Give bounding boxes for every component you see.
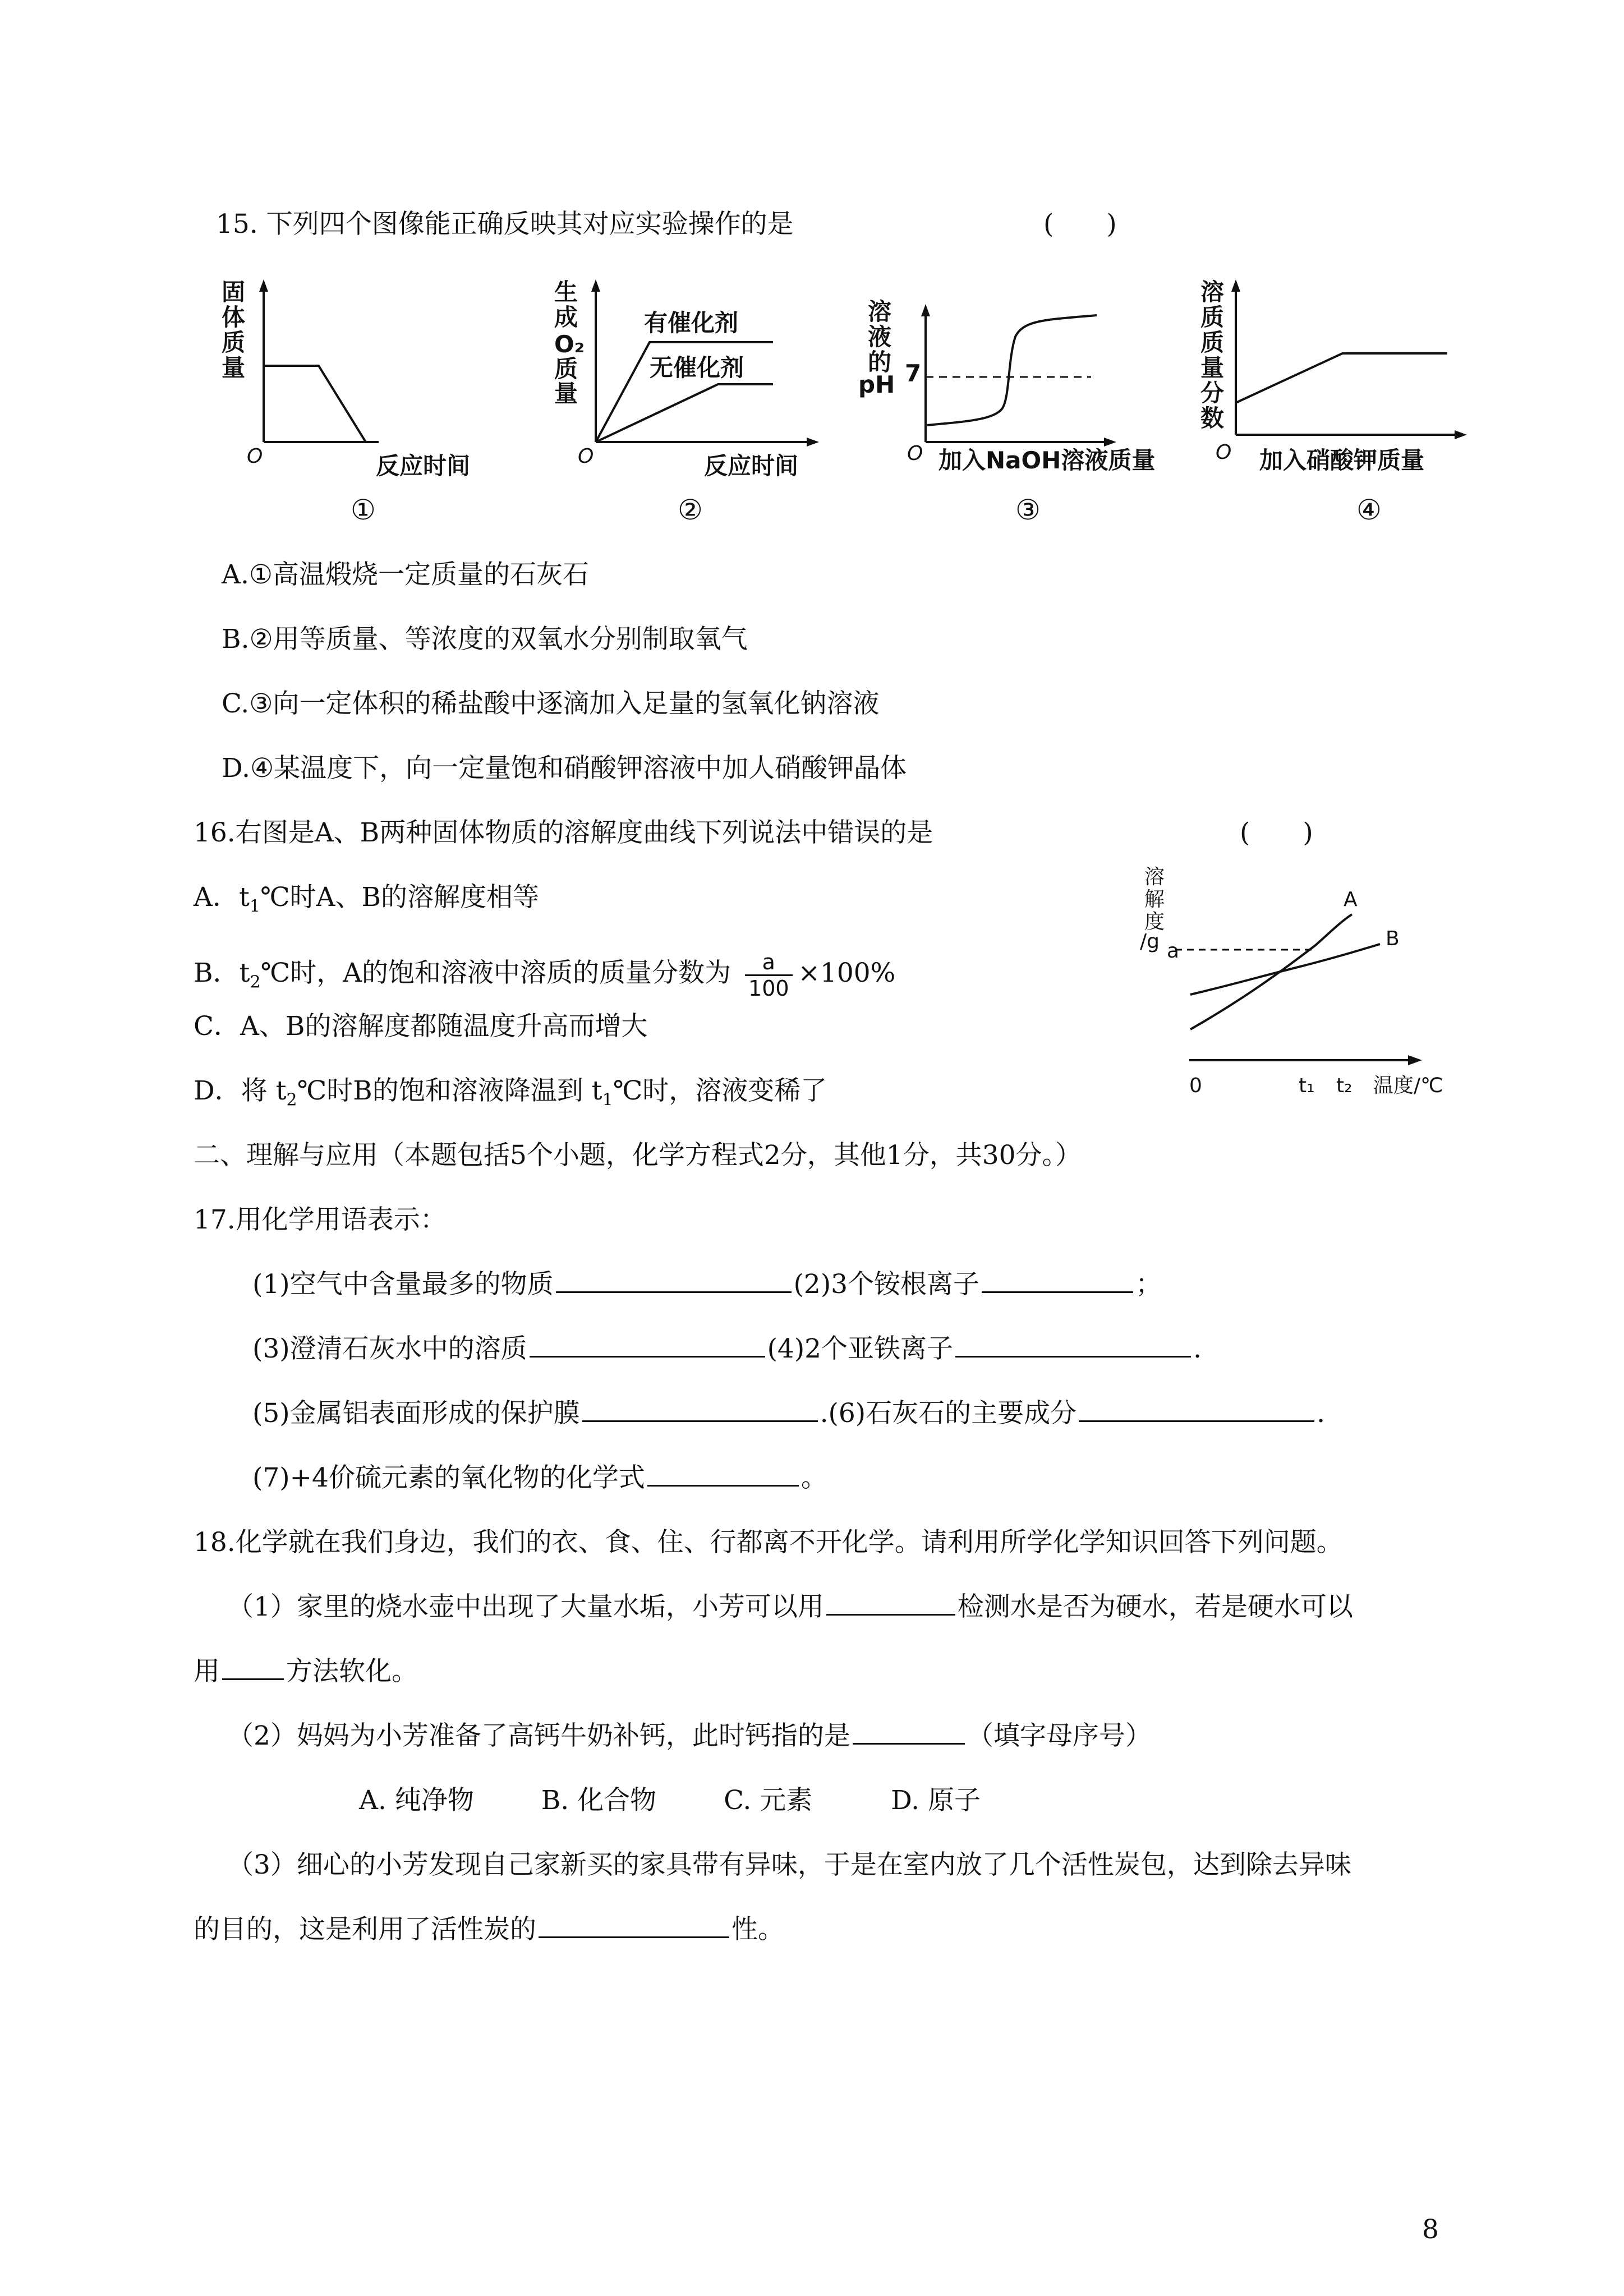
q17-line-4-end: 。 — [801, 1462, 827, 1493]
solubility-label-a: A — [1344, 888, 1358, 911]
graph-4-ylabel — [1200, 278, 1224, 432]
q18-part-3-c: 性。 — [732, 1914, 784, 1945]
q17-line-1 — [252, 1268, 1162, 1301]
solubility-curve-a — [1190, 914, 1352, 1029]
graph-4-xlabel: 加入硝酸钾质量 — [1259, 447, 1425, 474]
q18-blank-1[interactable] — [826, 1591, 955, 1616]
q17-item-6: .(6)石灰石的主要成分 — [820, 1398, 1077, 1429]
q15-option-d: D.④某温度下，向一定量饱和硝酸钾溶液中加人硝酸钾晶体 — [222, 753, 907, 784]
graph-3-ylabel-char: 液 — [868, 323, 892, 351]
graph-4-ylabel-char: 质 — [1200, 329, 1225, 356]
solubility-label-b: B — [1386, 927, 1400, 950]
graph-4-number: ④ — [1356, 494, 1382, 526]
q17-blank-2[interactable] — [982, 1269, 1133, 1293]
q17-line-4 — [252, 1461, 827, 1495]
graph-3-number: ③ — [1015, 494, 1041, 526]
graph-1-ylabel-char: 固 — [222, 278, 246, 306]
q18-part-1 — [227, 1590, 1353, 1624]
page-number: 8 — [1422, 2214, 1439, 2245]
graph-3-x-arrow — [1104, 438, 1116, 447]
q18-blank-4[interactable] — [539, 1914, 729, 1938]
q17-blank-7[interactable] — [647, 1462, 799, 1487]
solubility-ylabel-char: 解 — [1144, 888, 1165, 911]
graph-2-x-arrow — [807, 438, 819, 447]
q15-answer-paren: ( ) — [1043, 209, 1117, 240]
graph-2-origin: O — [578, 445, 594, 468]
graph-4-curve — [1236, 353, 1447, 403]
q16-option-a-post: ℃时A、B的溶解度相等 — [260, 882, 539, 913]
graph-1-origin: O — [247, 445, 263, 468]
q15-stem — [216, 208, 794, 241]
q16-option-b — [194, 945, 895, 1001]
graph-3 — [855, 275, 1186, 488]
graph-2-ylabel-char: O₂ — [554, 330, 585, 358]
q17-item-3: (3)澄清石灰水中的溶质 — [252, 1333, 527, 1364]
q17-line-3-end: . — [1317, 1398, 1326, 1429]
q16-option-d-pre: D．将 t — [194, 1075, 287, 1106]
q18-stem: 18.化学就在我们身边，我们的衣、食、住、行都离不开化学。请利用所学化学知识回答下列问题。 — [194, 1527, 1343, 1558]
q16-option-b-mid: ℃时，A的饱和溶液中溶质的质量分数为 — [260, 958, 732, 988]
q16-option-d-post: ℃时，溶液变稀了 — [613, 1075, 827, 1106]
graph-1-y-arrow — [259, 279, 268, 292]
q17-stem: 17.用化学用语表示： — [194, 1204, 447, 1235]
graph-2-number: ② — [678, 494, 703, 526]
q17-blank-4[interactable] — [955, 1333, 1191, 1358]
graph-3-ylabel-char: 的 — [868, 348, 892, 376]
q16-option-c: C．A、B的溶解度都随温度升高而增大 — [194, 1011, 648, 1042]
q16-option-d-sub2: 1 — [602, 1090, 613, 1110]
graph-1-xlabel: 反应时间 — [376, 452, 471, 480]
graph-4-ylabel-char: 质 — [1200, 303, 1225, 331]
solubility-curve-b — [1190, 944, 1380, 995]
graph-4-x-arrow — [1455, 430, 1467, 439]
graph-4-ylabel-char: 数 — [1200, 404, 1225, 432]
q18-choices — [359, 1784, 981, 1818]
q17-line-3 — [252, 1397, 1325, 1430]
q18-part-1-cont — [194, 1655, 418, 1688]
q15-option-c: C.③向一定体积的稀盐酸中逐滴加入足量的氢氧化钠溶液 — [222, 688, 880, 719]
graph-1-number: ① — [351, 494, 376, 526]
q18-choice-b: B. 化合物 — [541, 1785, 657, 1816]
q17-blank-1[interactable] — [556, 1269, 792, 1293]
q18-blank-3[interactable] — [853, 1720, 965, 1745]
graph-2 — [550, 275, 841, 488]
q18-part-3-cont — [194, 1913, 784, 1947]
q18-part-1-c: 用 — [194, 1656, 220, 1687]
q17-line-1-end: ； — [1135, 1269, 1162, 1300]
q16-option-a — [194, 881, 539, 923]
graph-2-ylabel-char: 生 — [554, 278, 578, 306]
q16-option-d — [194, 1074, 827, 1117]
solubility-ytick-a: a — [1167, 940, 1180, 963]
graph-2-series-no-catalyst: 无催化剂 — [650, 354, 744, 381]
solubility-ylabel-char: 溶 — [1144, 866, 1165, 889]
graph-2-ylabel-char: 量 — [554, 380, 578, 407]
graph-2-y-arrow — [591, 279, 600, 292]
q16-option-d-mid: ℃时B的饱和溶液降温到 t — [297, 1075, 602, 1106]
graph-2-xlabel: 反应时间 — [704, 452, 799, 480]
graph-3-ylabel-char: pH — [858, 371, 895, 398]
q18-part-1-b: 检测水是否为硬水，若是硬水可以 — [957, 1591, 1353, 1622]
solubility-t1: t₁ — [1299, 1074, 1315, 1097]
q16-stem: 16.右图是A、B两种固体物质的溶解度曲线下列说法中错误的是 — [194, 817, 933, 848]
q17-blank-5[interactable] — [582, 1398, 818, 1422]
graph-1-ylabel-char: 量 — [222, 354, 246, 381]
q16-fraction-den: 100 — [748, 976, 789, 1001]
q18-blank-2[interactable] — [222, 1656, 284, 1680]
graph-3-ylabel-char: 溶 — [868, 298, 892, 325]
solubility-ylabel-char: 度 — [1144, 910, 1165, 933]
graph-3-ytick-7: 7 — [905, 360, 922, 387]
q17-item-7: (7)+4价硫元素的氧化物的化学式 — [252, 1462, 645, 1493]
graph-4-ylabel-char: 量 — [1200, 354, 1225, 381]
graph-4-ylabel-char: 溶 — [1200, 278, 1225, 306]
solubility-xlabel: 温度/℃ — [1373, 1074, 1443, 1097]
q18-part-2-a: （2）妈妈为小芳准备了高钙牛奶补钙，此时钙指的是 — [227, 1720, 850, 1751]
q16-option-b-post: ×100% — [798, 958, 896, 988]
q18-part-2 — [227, 1719, 1152, 1753]
graph-3-curve — [927, 315, 1097, 425]
graph-4-origin: O — [1216, 441, 1232, 464]
graph-4 — [1198, 275, 1501, 488]
graph-3-ylabel — [858, 298, 895, 398]
graph-1-ylabel — [222, 278, 245, 381]
graph-3-xlabel: 加入NaOH溶液质量 — [938, 447, 1156, 474]
q16-option-b-sub: 2 — [250, 972, 261, 992]
solubility-graph — [1128, 861, 1492, 1102]
solubility-x-arrow — [1408, 1055, 1422, 1065]
solubility-origin: 0 — [1189, 1074, 1202, 1097]
graph-4-y-arrow — [1231, 279, 1240, 292]
q16-fraction — [745, 950, 793, 1001]
q18-choice-c: C. 元素 — [724, 1785, 813, 1816]
q17-item-5: (5)金属铝表面形成的保护膜 — [252, 1398, 580, 1429]
q16-option-b-pre: B．t — [194, 958, 250, 988]
graph-1-ylabel-char: 体 — [222, 303, 246, 331]
graph-3-y-arrow — [921, 304, 930, 316]
q18-part-2-b: （填字母序号） — [967, 1720, 1152, 1751]
graph-2-series-catalyst: 有催化剂 — [644, 309, 739, 337]
graph-1 — [213, 275, 516, 488]
q16-option-a-sub: 1 — [249, 896, 260, 917]
graph-1-curve — [264, 366, 366, 442]
q16-option-d-sub1: 2 — [286, 1090, 297, 1110]
solubility-ylabel — [1140, 866, 1165, 953]
section-2-heading: 二、理解与应用（本题包括5个小题，化学方程式2分，其他1分，共30分。） — [194, 1140, 1082, 1171]
q17-line-2 — [252, 1332, 1202, 1366]
solubility-t2: t₂ — [1336, 1074, 1352, 1097]
q15-option-b: B.②用等质量、等浓度的双氧水分别制取氧气 — [222, 624, 748, 655]
q17-item-1: (1)空气中含量最多的物质 — [252, 1269, 554, 1300]
q18-choice-d: D. 原子 — [891, 1785, 981, 1816]
q18-choice-a: A. 纯净物 — [359, 1785, 474, 1816]
graph-2-ylabel-char: 质 — [554, 355, 578, 383]
graph-1-ylabel-char: 质 — [222, 329, 246, 356]
q15-option-a: A.①高温煅烧一定质量的石灰石 — [222, 559, 590, 590]
q17-blank-3[interactable] — [530, 1333, 765, 1358]
q18-part-3: （3）细心的小芳发现自己家新买的家具带有异味，于是在室内放了几个活性炭包，达到除去异味 — [227, 1849, 1351, 1880]
q18-part-1-a: （1）家里的烧水壶中出现了大量水垢，小芳可以用 — [227, 1591, 824, 1622]
q15-stem-text: 15. 下列四个图像能正确反映其对应实验操作的是 — [216, 209, 794, 240]
graph-3-origin: O — [907, 442, 923, 465]
q16-fraction-num: a — [745, 950, 793, 976]
graph-2-ylabel-char: 成 — [554, 303, 578, 331]
graph-4-ylabel-char: 分 — [1200, 379, 1225, 407]
q18-part-3-b: 的目的，这是利用了活性炭的 — [194, 1914, 536, 1945]
q17-item-4: (4)2个亚铁离子 — [767, 1333, 954, 1364]
q16-option-a-pre: A．t — [194, 882, 250, 913]
graph-2-ylabel — [554, 278, 585, 407]
q17-blank-6[interactable] — [1079, 1398, 1314, 1422]
solubility-ylabel-char: /g — [1140, 930, 1160, 953]
q16-answer-paren: ( ) — [1240, 817, 1313, 848]
q17-line-2-end: . — [1193, 1333, 1202, 1364]
q17-item-2: (2)3个铵根离子 — [793, 1269, 980, 1300]
q18-part-1-d: 方法软化。 — [286, 1656, 418, 1687]
